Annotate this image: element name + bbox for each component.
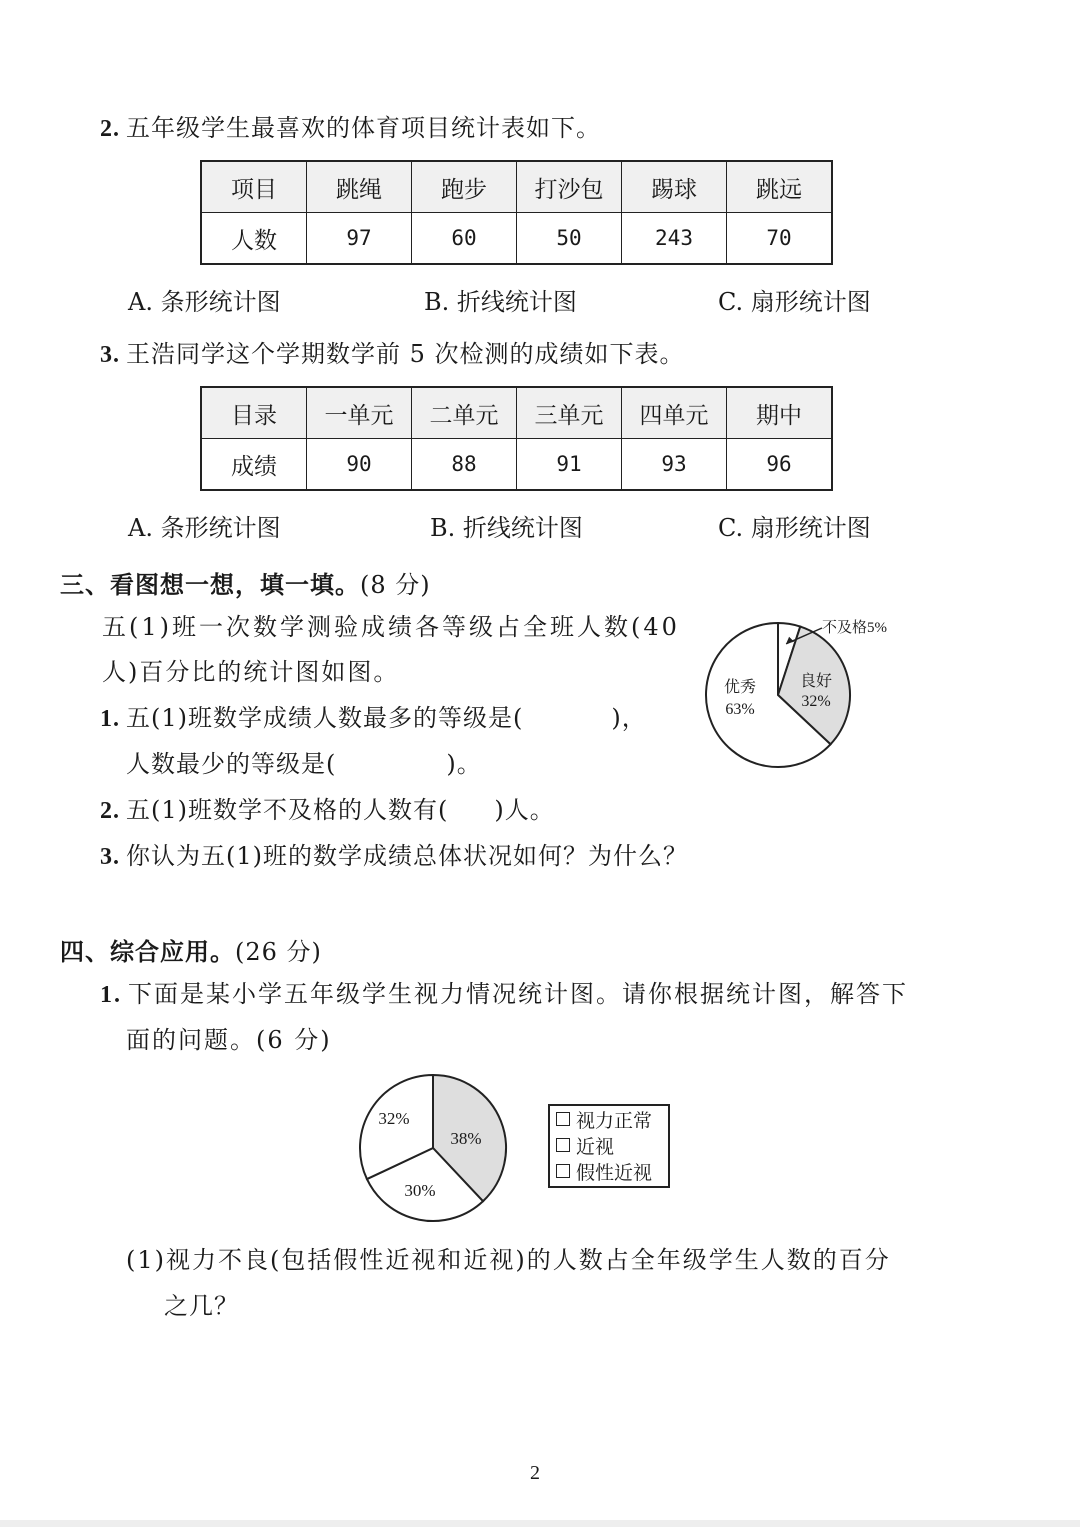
slice-value-normal: 32% [378, 1109, 410, 1128]
table-cell: 跑步 [412, 161, 517, 213]
section3-q1-number: 1. [100, 706, 120, 732]
legend-swatch [556, 1112, 570, 1126]
table-cell: 成绩 [201, 439, 307, 491]
table-cell: 243 [622, 213, 727, 265]
section4-q1-line2: 面的问题。(6 分) [126, 1026, 332, 1054]
table-cell: 91 [517, 439, 622, 491]
section3-heading [60, 565, 431, 600]
section3-q1-line2 [126, 748, 482, 780]
q3-stem [100, 338, 685, 371]
table-cell: 96 [727, 439, 833, 491]
table-cell: 50 [517, 213, 622, 265]
q2-option-c: C. 扇形统计图 [718, 288, 871, 316]
q2-stem [100, 112, 601, 145]
bottom-edge [0, 1520, 1080, 1527]
legend-swatch [556, 1164, 570, 1178]
table-cell: 60 [412, 213, 517, 265]
section4-q1-text: 下面是某小学五年级学生视力情况统计图。请你根据统计图，解答下 [128, 980, 908, 1008]
legend-item [556, 1108, 662, 1134]
section3-q3 [100, 840, 688, 873]
legend-swatch [556, 1138, 570, 1152]
table-cell: 70 [727, 213, 833, 265]
q3-option-c: C. 扇形统计图 [718, 514, 871, 542]
table-cell: 一单元 [307, 387, 412, 439]
table-cell: 踢球 [622, 161, 727, 213]
slice-value-myopia: 38% [450, 1129, 482, 1148]
q3-option-b: B. 折线统计图 [430, 514, 583, 542]
slice-label-fail: 不及格5% [822, 620, 887, 636]
section3-q1-line2-text-b: )。 [446, 750, 482, 778]
table-cell: 90 [307, 439, 412, 491]
legend-label: 视力正常 [576, 1110, 653, 1132]
section4-title: 四、综合应用。 [60, 937, 235, 966]
section3-q1-line1 [100, 702, 647, 735]
section4-sub1-line1: (1)视力不良(包括假性近视和近视)的人数占全年级学生人数的百分 [126, 1246, 891, 1274]
legend-label: 近视 [576, 1136, 615, 1158]
section3-q2-number: 2. [100, 798, 120, 824]
legend-item [556, 1160, 662, 1186]
section3-q2-text-b: )人。 [494, 796, 555, 824]
section3-q3-text: 你认为五(1)班的数学成绩总体状况如何？为什么？ [126, 842, 688, 870]
q2-option-b: B. 折线统计图 [424, 288, 577, 316]
table-cell: 三单元 [517, 387, 622, 439]
section3-q1-line2-text-a: 人数最少的等级是( [126, 750, 337, 778]
section4-sub1-line2: 之几？ [164, 1292, 239, 1320]
section4-q1-line1 [100, 978, 908, 1011]
section3-score: (8 分) [360, 571, 431, 599]
vision-legend [548, 1104, 670, 1188]
q3-option-a: A. 条形统计图 [128, 514, 281, 542]
table-cell: 跳远 [727, 161, 833, 213]
section4-score: (26 分) [235, 938, 322, 966]
slice-value-excellent: 63% [725, 701, 755, 718]
table-cell: 93 [622, 439, 727, 491]
section3-q2-text-a: 五(1)班数学不及格的人数有( [126, 796, 449, 824]
slice-label-good: 良好 [799, 673, 833, 690]
legend-label: 假性近视 [576, 1162, 653, 1184]
q3-text: 王浩同学这个学期数学前 5 次检测的成绩如下表。 [126, 340, 685, 368]
q2-number: 2. [100, 116, 120, 142]
q2-table [200, 160, 833, 265]
q2-text: 五年级学生最喜欢的体育项目统计表如下。 [126, 114, 601, 142]
table-cell: 打沙包 [517, 161, 622, 213]
section3-q2 [100, 794, 555, 827]
section3-intro-line2: 人)百分比的统计图如图。 [102, 658, 400, 686]
table-cell: 88 [412, 439, 517, 491]
section3-q1-text-b: )， [611, 704, 647, 732]
slice-value-good: 32% [801, 693, 831, 710]
legend-item [556, 1134, 662, 1160]
section3-title: 三、看图想一想，填一填。 [60, 570, 360, 599]
vision-pie-chart [350, 1068, 516, 1228]
grades-pie-chart [700, 610, 930, 780]
section3-q3-number: 3. [100, 844, 120, 870]
slice-label-excellent: 优秀 [723, 679, 757, 696]
table-cell: 二单元 [412, 387, 517, 439]
page-number: 2 [530, 1462, 540, 1484]
q2-option-a: A. 条形统计图 [128, 288, 281, 316]
q3-table [200, 386, 833, 491]
table-cell: 项目 [201, 161, 307, 213]
section3-intro-line1: 五(1)班一次数学测验成绩各等级占全班人数(40 [102, 613, 680, 641]
table-cell: 人数 [201, 213, 307, 265]
q3-number: 3. [100, 342, 120, 368]
section4-heading [60, 932, 322, 967]
table-cell: 期中 [727, 387, 833, 439]
table-cell: 目录 [201, 387, 307, 439]
table-cell: 跳绳 [307, 161, 412, 213]
section3-q1-text-a: 五(1)班数学成绩人数最多的等级是( [126, 704, 524, 732]
table-cell: 97 [307, 213, 412, 265]
section4-q1-number: 1. [100, 982, 122, 1008]
table-cell: 四单元 [622, 387, 727, 439]
slice-value-pseudo-myopia: 30% [404, 1181, 436, 1200]
